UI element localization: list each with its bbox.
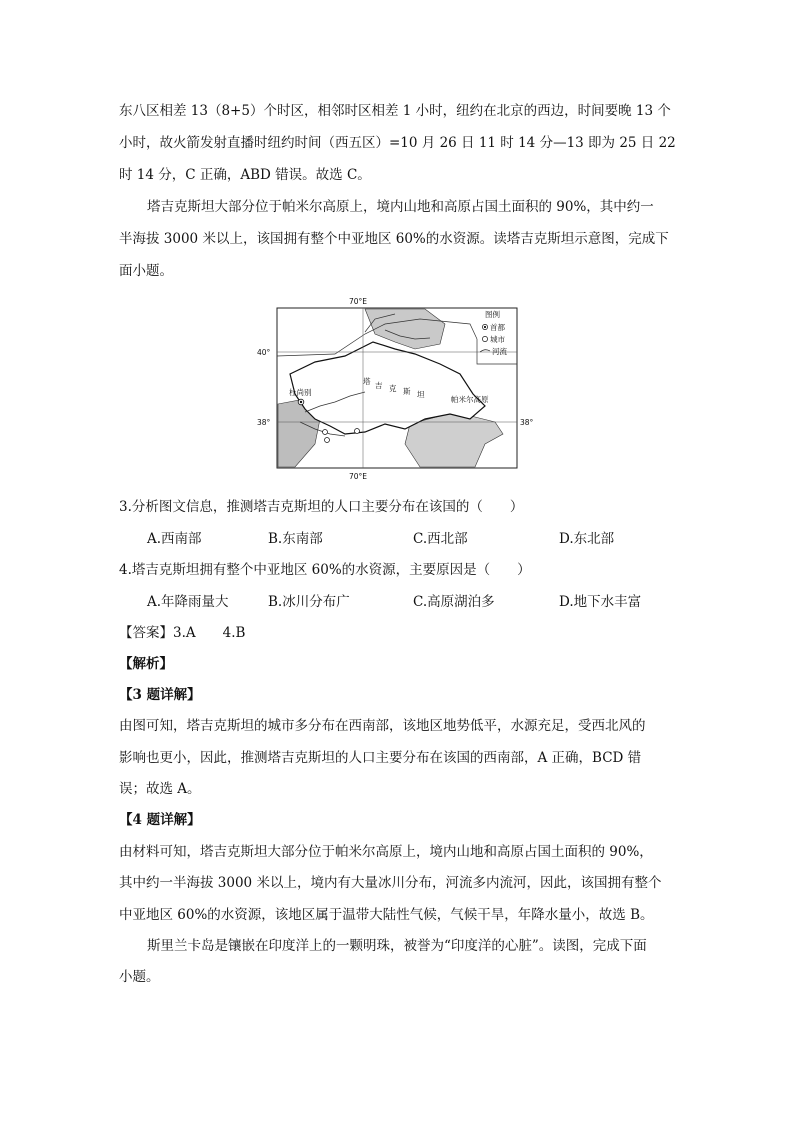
city-legend-icon (482, 336, 487, 341)
country-char-2: 吉 (375, 381, 383, 390)
detail-4-line-3: 中亚地区 60%的水资源，该地区属于温带大陆性气候，气候干旱，年降水量小，故选 B。 (119, 907, 654, 923)
q3-stem: 3.分析图文信息，推测塔吉克斯坦的人口主要分布在该国的（ ） (119, 499, 524, 515)
detail-4-line-2: 其中约一半海拔 3000 米以上，境内有大量冰川分布，河流多内流河，因此，该国拥有整个 (119, 875, 662, 891)
intro-line-2: 小时，故火箭发射直播时纽约时间（西五区）=10 月 26 日 11 时 14 分—13 即为 25 日 22 (119, 135, 676, 151)
country-char-4: 斯 (403, 387, 411, 396)
city-marker (323, 430, 328, 435)
tajikistan-map (245, 294, 535, 484)
lat-40-label: 40° (257, 348, 271, 357)
detail-4-title: 【4 题详解】 (119, 812, 201, 828)
analysis-title: 【解析】 (119, 656, 173, 672)
tajikistan-map-svg (245, 294, 535, 484)
next-passage-line-1: 斯里兰卡岛是镶嵌在印度洋上的一颗明珠，被誉为“印度洋的心脏”。读图，完成下面 (147, 938, 647, 954)
lon-bottom-label: 70°E (349, 472, 368, 481)
lon-top-label: 70°E (349, 297, 368, 306)
country-char-5: 坦 (417, 390, 425, 399)
country-char-3: 克 (389, 384, 397, 393)
legend-capital: 首都 (490, 323, 505, 332)
capital-legend-dot (484, 326, 486, 328)
q4-option-c: C.高原湖泊多 (413, 594, 495, 610)
detail-3-line-3: 误；故选 A。 (119, 781, 201, 797)
q3-option-c: C.西北部 (413, 531, 468, 547)
q4-option-b: B.冰川分布广 (268, 594, 350, 610)
q3-option-a: A.西南部 (147, 531, 202, 547)
q3-option-d: D.东北部 (559, 531, 615, 547)
capital-label: 杜尚别 (289, 388, 312, 397)
country-char-1: 塔 (363, 377, 371, 386)
city-marker (325, 438, 330, 443)
plateau-label: 帕米尔高原 (451, 395, 489, 404)
q4-stem: 4.塔吉克斯坦拥有整个中亚地区 60%的水资源，主要原因是（ ） (119, 562, 531, 578)
legend-title: 图例 (485, 310, 500, 319)
passage-line-3: 面小题。 (119, 263, 173, 279)
city-marker (355, 429, 360, 434)
passage-line-1: 塔吉克斯坦大部分位于帕米尔高原上，境内山地和高原占国土面积的 90%，其中约一 (147, 199, 654, 215)
legend-city: 城市 (490, 335, 505, 344)
detail-3-line-2: 影响也更小，因此，推测塔吉克斯坦的人口主要分布在该国的西南部，A 正确，BCD 错 (119, 750, 642, 766)
answer-line: 【答案】3.A 4.B (119, 625, 246, 641)
next-passage-line-2: 小题。 (119, 969, 160, 985)
lat-38-right-label: 38° (520, 418, 534, 427)
intro-line-3: 时 14 分，C 正确，ABD 错误。故选 C。 (119, 167, 371, 183)
lat-38-left-label: 38° (257, 418, 271, 427)
q3-option-b: B.东南部 (268, 531, 323, 547)
detail-3-line-1: 由图可知，塔吉克斯坦的城市多分布在西南部，该地区地势低平，水源充足，受西北风的 (119, 718, 646, 734)
q4-option-d: D.地下水丰富 (559, 594, 642, 610)
detail-4-line-1: 由材料可知，塔吉克斯坦大部分位于帕米尔高原上，境内山地和高原占国土面积的 90%， (119, 844, 653, 860)
passage-line-2: 半海拔 3000 米以上，该国拥有整个中亚地区 60%的水资源。读塔吉克斯坦示意图，完成下 (119, 231, 669, 247)
detail-3-title: 【3 题详解】 (119, 687, 201, 703)
intro-line-1: 东八区相差 13（8+5）个时区，相邻时区相差 1 小时，纽约在北京的西边，时间要晚 13 个 (119, 103, 671, 119)
dushanbe-dot (300, 401, 302, 403)
legend-river: 河流 (492, 347, 507, 356)
q4-option-a: A.年降雨量大 (147, 594, 229, 610)
